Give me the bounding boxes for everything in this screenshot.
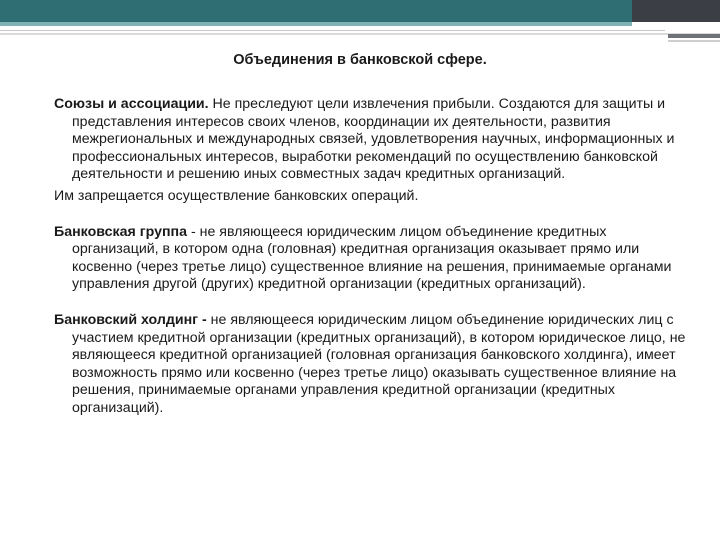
corner-line-dark — [668, 34, 720, 38]
unions-text: Не преследуют цели извлечения прибыли. Создаются для защиты и представления интересов своих членов, координации их деятельности, развития межрегиональных и международных связей, удовлетворения научных, информационных и профессиональных интересов, выработки рекомендаций по осуществлению банковской деятельности и решению иных совместных задач кредитных организаций. — [72, 96, 675, 183]
header-divider — [0, 30, 665, 31]
header-bar-teal — [0, 0, 632, 22]
holding-term: Банковский холдинг - — [54, 311, 207, 328]
unions-paragraph — [54, 96, 694, 184]
slide-body — [54, 96, 694, 418]
page-title: Объединения в банковской сфере. — [233, 52, 487, 68]
unions-term: Союзы и ассоциации. — [54, 96, 209, 112]
holding-paragraph — [54, 312, 694, 418]
unions-prohibition: Им запрещается осуществление банковских операций. — [54, 187, 419, 204]
group-paragraph — [54, 224, 694, 294]
header-accent-line — [0, 22, 632, 26]
corner-decoration — [668, 24, 720, 44]
group-text: - не являющееся юридическим лицом объединение кредитных организаций, в котором одна (головная) кредитная организация оказывает прямо или косвенно (через третье лицо) существенное влияние на решения, принимаемые органами управления другой (других) кредитной организации (кредитных организаций). — [72, 223, 672, 293]
holding-text: не являющееся юридическим лицом объединение юридических лиц с участием кредитной организации (кредитных организаций), в котором юридическое лицо, не являющееся кредитной организацией (головная организация банковского холдинга), имеет возможность прямо или косвенно (через третье лицо) оказывать существенное влияние на решения, принимаемые органами управления кредитной организации (кредитных организаций). — [72, 311, 686, 416]
corner-line-light — [668, 40, 720, 42]
group-term: Банковская группа — [54, 223, 188, 240]
header-divider-secondary — [0, 33, 720, 35]
header-decoration — [0, 0, 720, 22]
header-bar-dark — [632, 0, 720, 22]
